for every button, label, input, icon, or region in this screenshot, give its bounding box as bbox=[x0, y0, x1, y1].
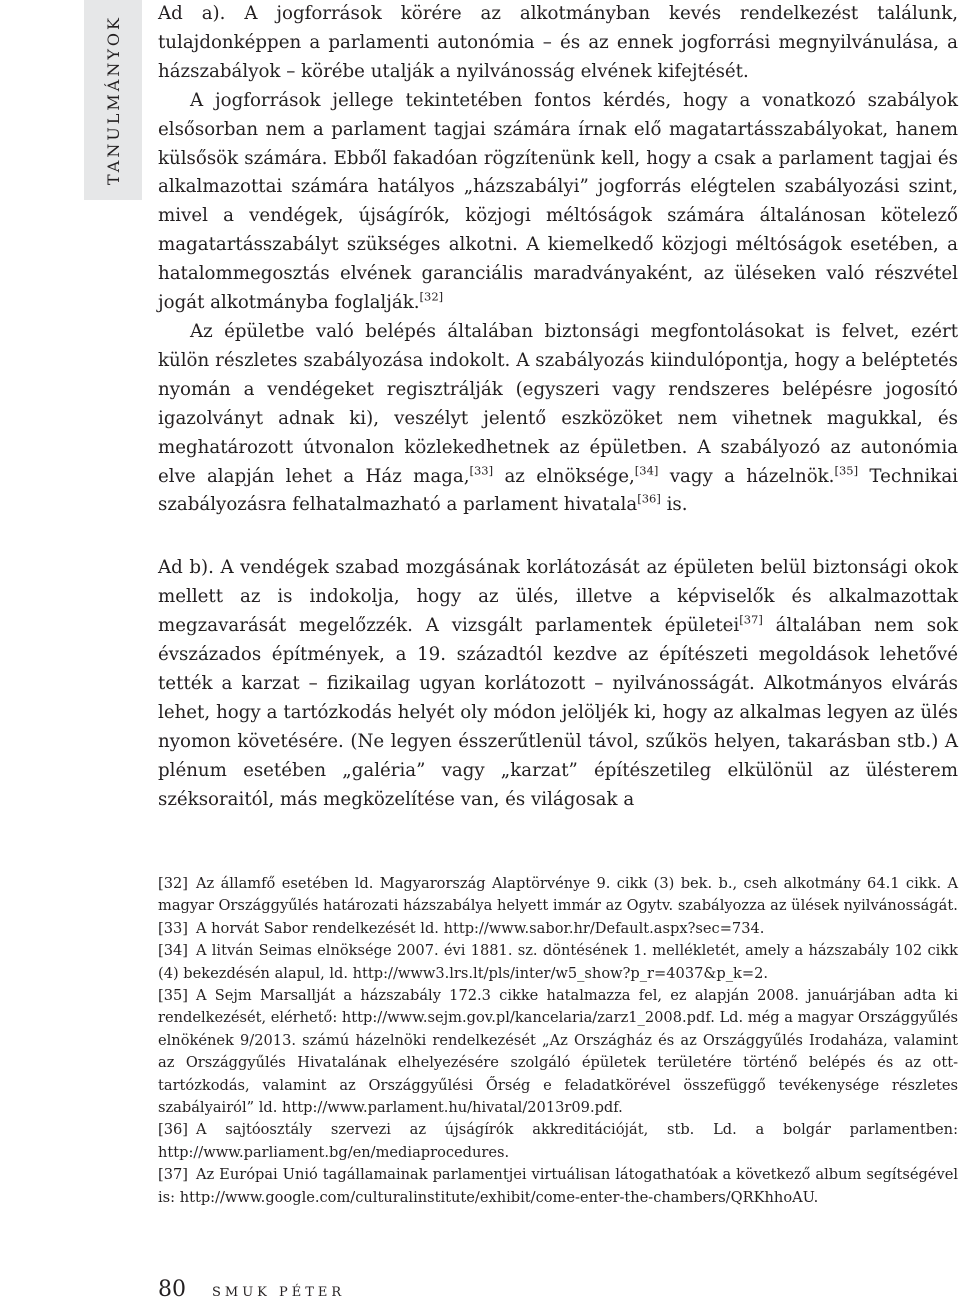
footnote-ref-36[interactable]: [36] bbox=[637, 491, 661, 506]
footnote-text: Az államfő esetében ld. Magyarország Alaptörvénye 9. cikk (3) bek. b., cseh alkotmány 64.1 cikk. A magyar Országgyűlés határozati házszabálya helyett immár az Ogytv. szabályozza az ülések nyilvánosságát. bbox=[158, 875, 958, 915]
footnote-ref-34[interactable]: [34] bbox=[634, 463, 659, 478]
section-tab-label-wrap bbox=[84, 0, 142, 200]
paragraph-3 bbox=[158, 318, 958, 520]
footnote-ref-35[interactable]: [35] bbox=[834, 463, 859, 478]
footnote-text: Az Európai Unió tagállamainak parlamentjei virtuálisan látogathatóak a következő album segítségével is: http://www.google.com/culturalinstitute/exhibit/come-enter-the-chambers/QRKhhoAU. bbox=[158, 1166, 958, 1206]
section-tab-label: TANULMÁNYOK bbox=[103, 14, 123, 186]
footnote-text: A litván Seimas elnöksége 2007. évi 1881. sz. döntésének 1. mellékletét, amely a házszabály 102 cikk (4) bekezdésén alapul, ld. http://www3.lrs.lt/pls/inter/w5_show?p_r=4037&p_k=2. bbox=[158, 942, 958, 982]
paragraph-1: Ad a). A jogforrások körére az alkotmányban kevés rendelkezést találunk, tulajdonképpen a parlamenti autonómia – és az ennek jogforrási megnyilvánulása, a házszabályok – körébe utalják a nyilvánosság elvének kifejtését. bbox=[158, 3, 958, 82]
footnote-ref-33[interactable]: [33] bbox=[469, 463, 494, 478]
section-tab bbox=[84, 0, 142, 200]
paragraph-3-text-a: Az épületbe való belépés általában biztonsági megfontolásokat is felvet, ezért külön részletes szabályozása indokolt. A szabályozás kiindulópontja, hogy a beléptetés nyomán a vendégeket regisztrálják (egyszeri vagy rendszeres belépésre jogosító igazolványt adnak ki), veszélyt jelentő eszközöket nem vihetnek magukkal, és meghatározott útvonalon közlekedhetnek az épületben. A szabályozó az autonómia elve alapján lehet a Ház maga, bbox=[158, 320, 958, 487]
footnote-35 bbox=[158, 985, 958, 1119]
footnote-number: [36] bbox=[158, 1121, 188, 1139]
footnote-ref-32[interactable]: [32] bbox=[419, 289, 444, 304]
page-number: 80 bbox=[158, 1277, 186, 1302]
footnote-number: [34] bbox=[158, 942, 188, 960]
running-author: SMUK PÉTER bbox=[212, 1285, 346, 1300]
footnote-34 bbox=[158, 940, 958, 985]
footnote-32 bbox=[158, 873, 958, 918]
paragraph-4-text-b: általában nem sok évszázados építmények, a 19. századtól kezdve az építészeti megoldások lehetővé tették a karzat – fizikailag ugyan korlátozott – nyilvánosságát. Alkotmányos elvárás lehet, hogy a tartózkodás helyét oly módon jelöljék ki, hogy az alkalmas legyen az ülés nyomon követésére. (Ne legyen ésszerűtlenül távol, szűkös helyen, takarásban stb.) A plénum esetében „galéria” vagy „karzat” építészetileg elkülönül az ülésterem széksoraitól, más megközelítése van, és világosak a bbox=[158, 615, 958, 810]
footnote-36 bbox=[158, 1119, 958, 1164]
footnote-ref-37[interactable]: [37] bbox=[739, 612, 763, 627]
page-footer bbox=[158, 1277, 345, 1307]
paragraph-4 bbox=[158, 554, 958, 814]
footnote-number: [33] bbox=[158, 919, 188, 937]
main-text bbox=[158, 0, 958, 814]
footnote-number: [35] bbox=[158, 987, 188, 1005]
footnote-text: A horvát Sabor rendelkezését ld. http://www.sabor.hr/Default.aspx?sec=734. bbox=[195, 919, 765, 937]
paragraph-4-text-a: Ad b). A vendégek szabad mozgásának korlátozását az épületen belül biztonsági okok mellett az is indokolja, hogy az ülés, illetve a képviselők és alkalmazottak megzavarását megelőzzék. A vizsgált parlamentek épületei bbox=[158, 557, 958, 637]
paragraph-3-text-d: Technikai szabályozásra felhatalmazható a parlament hivatala bbox=[158, 465, 958, 516]
footnote-37 bbox=[158, 1164, 958, 1209]
footnote-33 bbox=[158, 918, 958, 940]
paragraph-2-text: A jogforrások jellege tekintetében fontos kérdés, hogy a vonatkozó szabályok elsősorban nem a parlament tagjai számára írnak elő magatartásszabályokat, hanem külsősök számára. Ebből fakadóan rögzítenünk kell, hogy a csak a parlament tagjai és alkalmazottai számára hatályos „házszabályi” jogforrás elégtelen szabályozási szint, mivel a vendégek, újságírók, közjogi méltóságok számára általánosan kötelező magatartásszabályt szükséges alkotni. A kiemelkedő közjogi méltóságok esetében, a hatalommegosztás elvének garanciális maradványaként, az üléseken való részvétel jogát alkotmányba foglalják. bbox=[158, 89, 958, 314]
footnote-text: A Sejm Marsallját a házszabály 172.3 cikke hatalmazza fel, ez alapján 2008. januárjában adta ki rendelkezését, elérhető: http://www.sejm.gov.pl/kancelaria/zarz1_2008.pdf. Ld. még a magyar Országgyűlés elnökének 9/2013. számú házelnöki rendelkezését „Az Országház és az Országgyűlés Irodaháza, valamint az Országgyűlés Hivatalának elhelyezésére szolgáló épületek területére történő belépés és az ott-tartózkodás, valamint az Országgyűlési Őrség e feladatkörével összefüggő tevékenysége részletes szabályairól” ld. http://www.parlament.hu/hivatal/2013r09.pdf. bbox=[158, 987, 958, 1117]
paragraph-3-text-e: is. bbox=[660, 494, 688, 516]
paragraph-3-text-b: az elnöksége, bbox=[493, 465, 635, 487]
paragraph-2 bbox=[158, 87, 958, 318]
footnote-number: [32] bbox=[158, 875, 188, 892]
footnotes bbox=[158, 873, 958, 1209]
footnote-number: [37] bbox=[158, 1166, 188, 1184]
footnote-text: A sajtóosztály szervezi az újságírók akkreditációját, stb. Ld. a bolgár parlamentben: http://www.parliament.bg/en/mediaprocedures. bbox=[158, 1121, 958, 1161]
paragraph-3-text-c: vagy a házelnök. bbox=[658, 465, 835, 487]
